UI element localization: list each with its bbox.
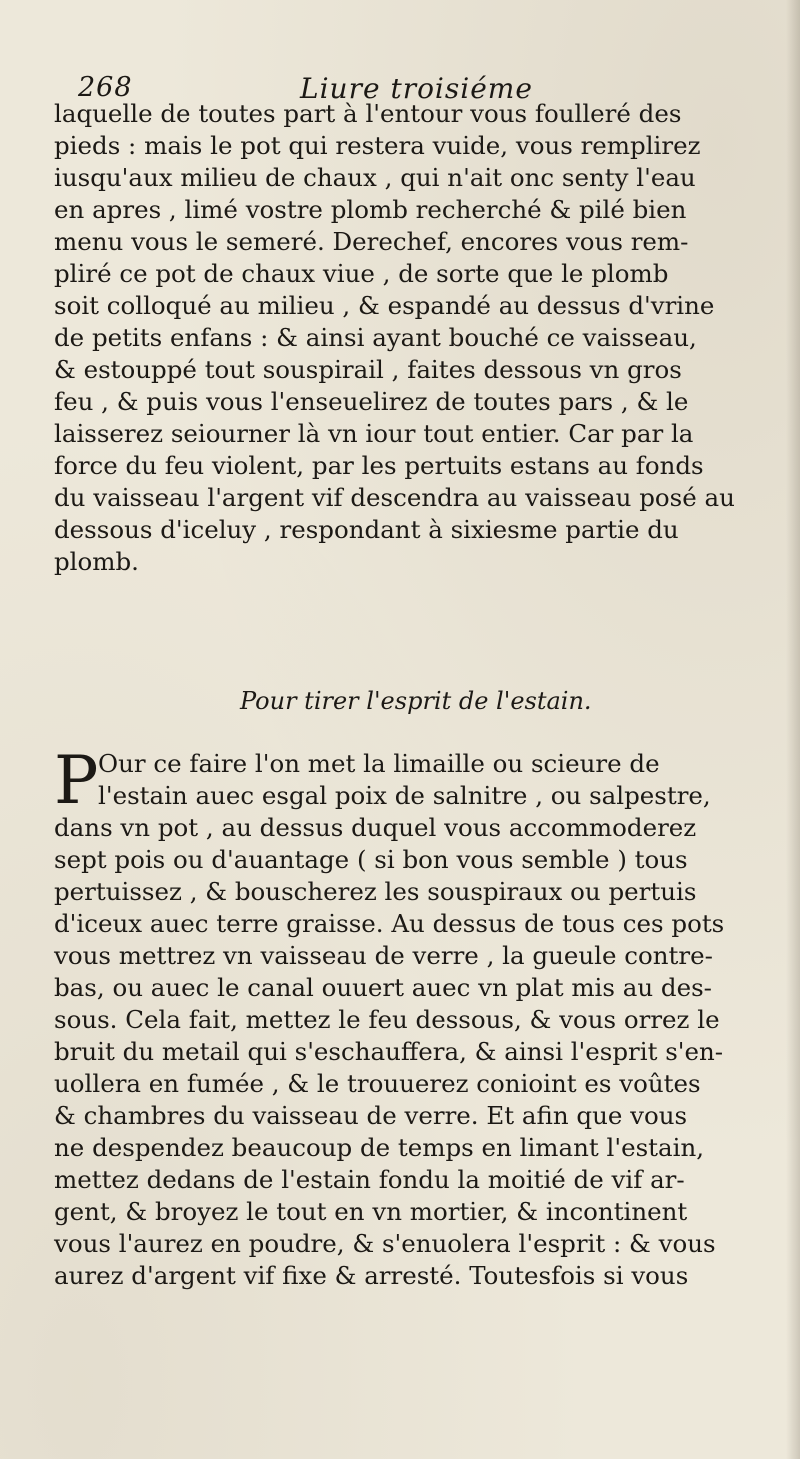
text-line: menu vous le semeré. Derechef, encores vous rem-: [54, 227, 689, 256]
text-line: gent, & broyez le tout en vn mortier, & incontinent: [54, 1197, 688, 1226]
running-title: Liure troisiéme: [300, 72, 533, 105]
text-line: vous mettrez vn vaisseau de verre , la gueule contre-: [54, 941, 713, 970]
text-line: iusqu'aux milieu de chaux , qui n'ait onc senty l'eau: [54, 163, 696, 192]
text-line: Our ce faire l'on met la limaille ou scieure de: [98, 749, 660, 778]
text-line: de petits enfans : & ainsi ayant bouché ce vaisseau,: [54, 323, 697, 352]
text-line: mettez dedans de l'estain fondu la moitié de vif ar-: [54, 1165, 685, 1194]
text-line: sous. Cela fait, mettez le feu dessous, & vous orrez le: [54, 1005, 720, 1034]
text-line: vous l'aurez en poudre, & s'enuolera l'esprit : & vous: [54, 1229, 716, 1258]
text-line: plomb.: [54, 547, 139, 576]
text-line: bruit du metail qui s'eschauffera, & ainsi l'esprit s'en-: [54, 1037, 724, 1066]
text-line: laquelle de toutes part à l'entour vous foulleré des: [54, 99, 682, 128]
section-heading: Pour tirer l'esprit de l'estain.: [240, 687, 592, 715]
text-line: du vaisseau l'argent vif descendra au vaisseau posé au: [54, 483, 735, 512]
text-line: laisserez seiourner là vn iour tout entier. Car par la: [54, 419, 694, 448]
text-line: uollera en fumée , & le trouuerez conioint es voûtes: [54, 1069, 701, 1098]
text-line: d'iceux auec terre graisse. Au dessus de tous ces pots: [54, 909, 725, 938]
paragraph-1: [54, 98, 794, 578]
text-line: bas, ou auec le canal ouuert auec vn plat mis au des-: [54, 973, 712, 1002]
text-line: pieds : mais le pot qui restera vuide, vous remplirez: [54, 131, 701, 160]
text-line: aurez d'argent vif fixe & arresté. Toutesfois si vous: [54, 1261, 689, 1290]
text-line: dans vn pot , au dessus duquel vous accommoderez: [54, 813, 697, 842]
text-line: ne despendez beaucoup de temps en limant l'estain,: [54, 1133, 705, 1162]
paragraph-2: [54, 742, 794, 1292]
text-line: pertuissez , & bouscherez les souspiraux ou pertuis: [54, 877, 697, 906]
text-line: & estouppé tout souspirail , faites dessous vn gros: [54, 355, 682, 384]
text-line: sept pois ou d'auantage ( si bon vous semble ) tous: [54, 845, 688, 874]
text-line: feu , & puis vous l'enseuelirez de toutes pars , & le: [54, 387, 689, 416]
text-line: force du feu violent, par les pertuits estans au fonds: [54, 451, 704, 480]
text-line: dessous d'iceluy , respondant à sixiesme partie du: [54, 515, 679, 544]
text-line: pliré ce pot de chaux viue , de sorte que le plomb: [54, 259, 669, 288]
page-number: 268: [78, 72, 133, 103]
text-line: soit colloqué au milieu , & espandé au dessus d'vrine: [54, 291, 715, 320]
text-line: l'estain auec esgal poix de salnitre , ou salpestre,: [98, 781, 711, 810]
text-line: & chambres du vaisseau de verre. Et afin que vous: [54, 1101, 688, 1130]
drop-cap: P: [54, 742, 99, 819]
text-line: en apres , limé vostre plomb recherché & pilé bien: [54, 195, 687, 224]
